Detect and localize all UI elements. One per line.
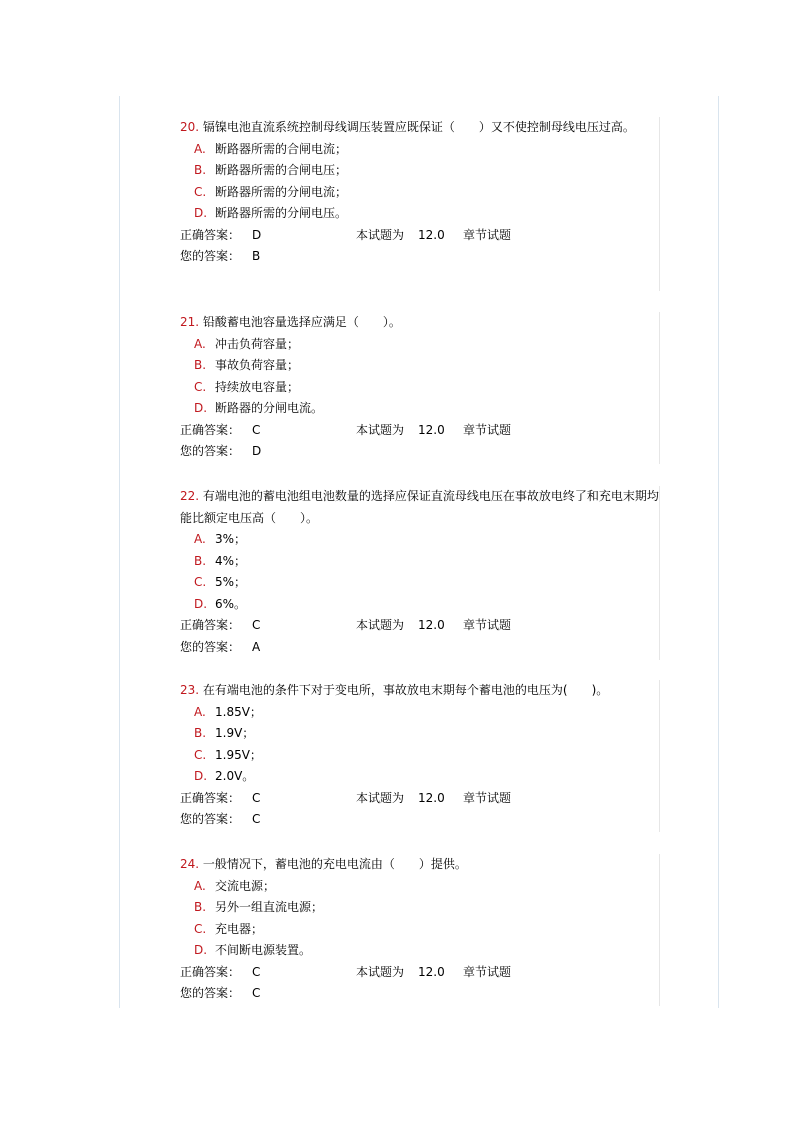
your-answer-row — [180, 441, 660, 463]
question-number: 23. — [180, 683, 200, 697]
option-text: 断路器的分闸电流。 — [215, 401, 324, 415]
your-answer-value: A — [252, 639, 261, 654]
chapter-label: 章节试题 — [463, 618, 512, 632]
score-info — [356, 420, 459, 442]
option-letter: B. — [194, 900, 207, 914]
score-prefix: 本试题为 — [356, 964, 405, 979]
score-value: 12.0 — [418, 618, 445, 632]
question-stem — [180, 854, 660, 876]
answer-option — [180, 594, 660, 616]
option-text: 另外一组直流电源； — [215, 900, 324, 914]
answer-option — [180, 182, 660, 204]
correct-answer-value: C — [252, 618, 261, 632]
chapter-label: 章节试题 — [463, 227, 512, 242]
option-text: 1.95V； — [215, 747, 262, 762]
option-letter: D. — [194, 401, 208, 415]
correct-answer-label: 正确答案： — [180, 618, 241, 632]
score-info — [356, 225, 459, 247]
score-prefix: 本试题为 — [356, 422, 405, 437]
question-number: 24. — [180, 857, 200, 871]
your-answer-row — [180, 246, 660, 268]
score-info — [356, 962, 459, 984]
answer-option — [180, 766, 660, 788]
option-letter: C. — [194, 575, 207, 589]
question-stem — [180, 312, 660, 334]
correct-answer-value: D — [252, 227, 262, 242]
score-info — [356, 615, 459, 637]
answer-option — [180, 139, 660, 161]
option-letter: D. — [194, 596, 208, 611]
option-text: 断路器所需的分闸电流； — [215, 184, 348, 199]
answer-option — [180, 355, 660, 377]
option-letter: B. — [194, 726, 207, 740]
your-answer-label: 您的答案： — [180, 986, 241, 1000]
question-text: 在有端电池的条件下对于变电所，事故放电末期每个蓄电池的电压为( )。 — [202, 683, 609, 697]
option-letter: B. — [194, 553, 207, 568]
answer-option — [180, 572, 660, 594]
chapter-label: 章节试题 — [463, 964, 512, 979]
option-text: 冲击负荷容量； — [215, 336, 300, 351]
correct-answer-label: 正确答案： — [180, 790, 241, 805]
score-value: 12.0 — [418, 227, 445, 242]
option-letter: C. — [194, 379, 207, 394]
your-answer-value: C — [252, 812, 261, 826]
question-number: 21. — [180, 315, 200, 329]
answer-option — [180, 377, 660, 399]
correct-answer-value: C — [252, 964, 261, 979]
your-answer-label: 您的答案： — [180, 444, 241, 458]
score-value: 12.0 — [418, 422, 445, 437]
question-block — [180, 117, 660, 291]
question-block — [180, 854, 660, 1006]
answer-option — [180, 529, 660, 551]
question-stem — [180, 486, 660, 529]
correct-answer-value: C — [252, 422, 261, 437]
answer-option — [180, 702, 660, 724]
option-letter: D. — [194, 206, 208, 220]
option-text: 交流电源； — [215, 878, 276, 893]
question-block — [180, 680, 660, 832]
correct-answer-row — [180, 420, 660, 442]
answer-option — [180, 160, 660, 182]
question-block — [180, 312, 660, 464]
page-border-left — [119, 96, 120, 1008]
answer-option — [180, 876, 660, 898]
chapter-label: 章节试题 — [463, 422, 512, 437]
option-text: 断路器所需的分闸电压。 — [215, 206, 348, 220]
question-number: 20. — [180, 120, 200, 134]
option-text: 持续放电容量； — [215, 379, 300, 394]
your-answer-value: B — [252, 249, 261, 263]
correct-answer-label: 正确答案： — [180, 422, 241, 437]
chapter-label: 章节试题 — [463, 790, 512, 805]
question-stem — [180, 680, 660, 702]
score-value: 12.0 — [418, 964, 445, 979]
correct-answer-row — [180, 788, 660, 810]
option-letter: A. — [194, 878, 206, 893]
score-prefix: 本试题为 — [356, 227, 405, 242]
option-letter: A. — [194, 141, 206, 156]
question-number: 22. — [180, 489, 200, 503]
question-text: 有端电池的蓄电池组电池数量的选择应保证直流母线电压在事故放电终了和充电末期均能比额定电压高（ ）。 — [180, 489, 659, 525]
answer-option — [180, 334, 660, 356]
answer-option — [180, 745, 660, 767]
score-value: 12.0 — [418, 790, 445, 805]
option-text: 4%； — [215, 553, 247, 568]
your-answer-row — [180, 809, 660, 831]
answer-option — [180, 203, 660, 225]
option-letter: A. — [194, 336, 206, 351]
score-prefix: 本试题为 — [356, 790, 405, 805]
your-answer-value: C — [252, 986, 261, 1000]
answer-option — [180, 551, 660, 573]
your-answer-label: 您的答案： — [180, 812, 241, 826]
correct-answer-row — [180, 615, 660, 637]
question-block — [180, 486, 660, 660]
correct-answer-label: 正确答案： — [180, 227, 241, 242]
answer-option — [180, 723, 660, 745]
your-answer-row — [180, 637, 660, 659]
answer-option — [180, 897, 660, 919]
option-text: 断路器所需的合闸电流； — [215, 141, 348, 156]
option-text: 3%； — [215, 532, 247, 546]
correct-answer-value: C — [252, 790, 261, 805]
option-letter: D. — [194, 943, 208, 957]
your-answer-row — [180, 983, 660, 1005]
question-text: 一般情况下，蓄电池的充电电流由（ ）提供。 — [202, 857, 467, 871]
answer-option — [180, 919, 660, 941]
option-text: 充电器； — [215, 921, 264, 936]
score-info — [356, 788, 459, 810]
option-text: 6%。 — [215, 596, 247, 611]
option-letter: C. — [194, 921, 207, 936]
question-stem — [180, 117, 660, 139]
option-letter: B. — [194, 163, 207, 177]
option-text: 不间断电源装置。 — [215, 943, 312, 957]
option-letter: A. — [194, 532, 206, 546]
option-letter: D. — [194, 769, 208, 783]
option-text: 1.9V； — [215, 726, 255, 740]
correct-answer-row — [180, 225, 660, 247]
your-answer-value: D — [252, 444, 262, 458]
page-border-right — [718, 96, 719, 1008]
your-answer-label: 您的答案： — [180, 639, 241, 654]
your-answer-label: 您的答案： — [180, 249, 241, 263]
option-text: 事故负荷容量； — [215, 358, 300, 372]
option-letter: C. — [194, 747, 207, 762]
option-letter: A. — [194, 704, 206, 719]
correct-answer-label: 正确答案： — [180, 964, 241, 979]
option-text: 2.0V。 — [215, 769, 255, 783]
answer-option — [180, 940, 660, 962]
option-text: 1.85V； — [215, 704, 262, 719]
option-letter: B. — [194, 358, 207, 372]
option-text: 5%； — [215, 575, 247, 589]
option-text: 断路器所需的合闸电压； — [215, 163, 348, 177]
score-prefix: 本试题为 — [356, 618, 405, 632]
option-letter: C. — [194, 184, 207, 199]
question-text: 镉镍电池直流系统控制母线调压装置应既保证（ ）又不使控制母线电压过高。 — [202, 120, 635, 134]
question-text: 铅酸蓄电池容量选择应满足（ ）。 — [202, 315, 401, 329]
answer-option — [180, 398, 660, 420]
correct-answer-row — [180, 962, 660, 984]
